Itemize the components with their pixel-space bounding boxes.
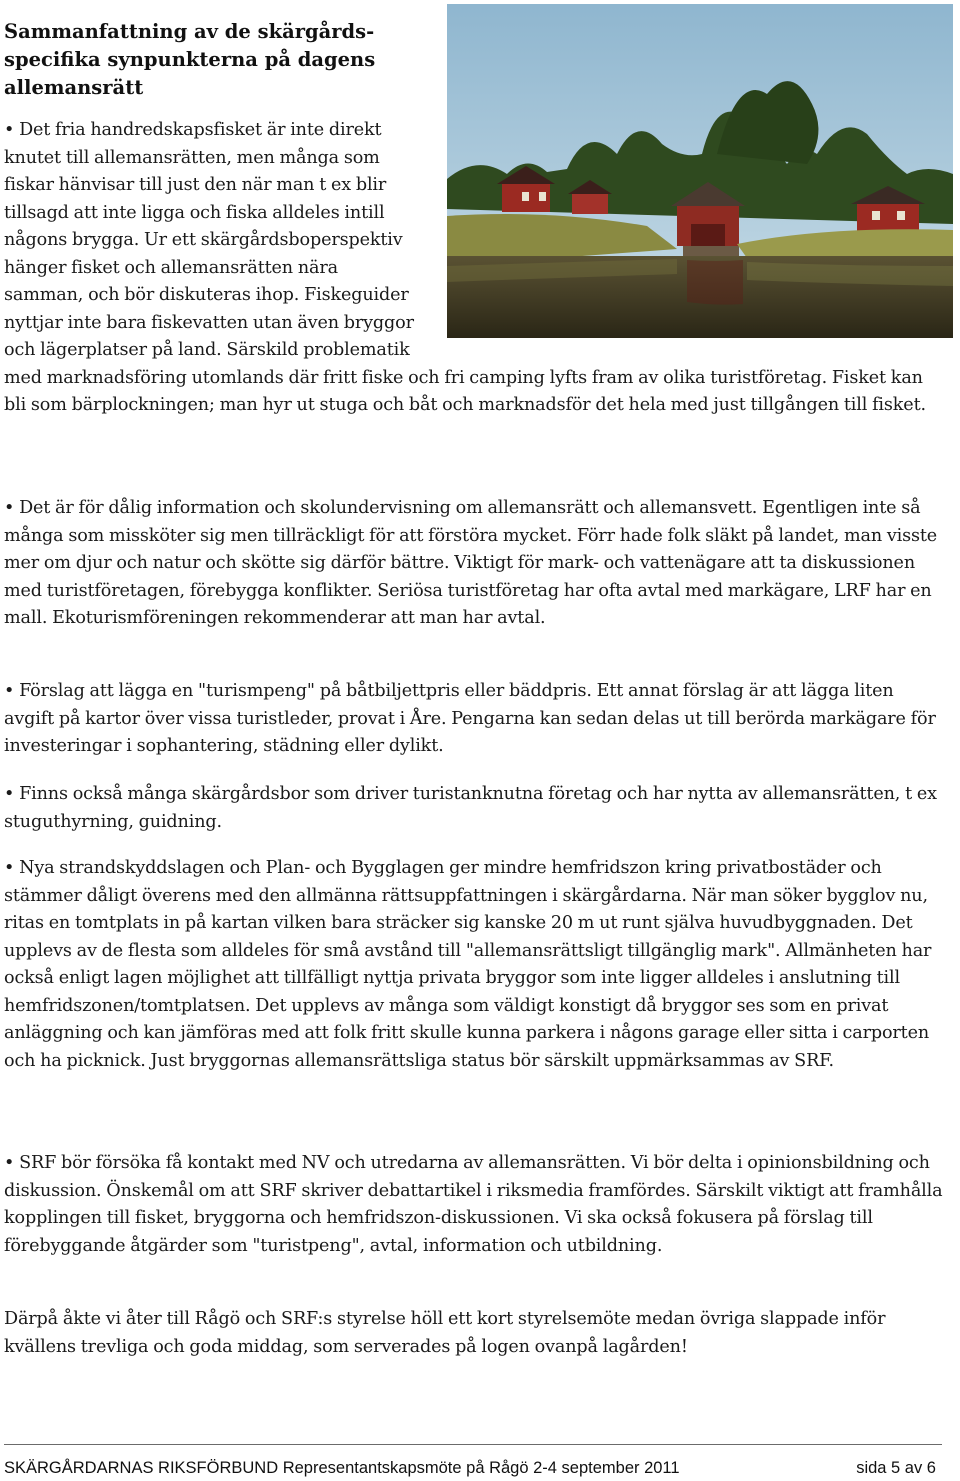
closing-paragraph: [4, 1306, 944, 1361]
paragraph-text: Det fria handredskapsfisket är inte direkt knutet till allemansrätten, men många som fiskar hänvisar till just den när man t ex blir tillsagd att inte ligga och fiska alldeles intill någons brygga. Ur ett skärgårdsboperspektiv hänger fisket och allemansrätten nära samman, och bör diskuteras ihop. Fiskeguider nyttjar inte bara fiskevatten utan även bryggor och lägerplatser på land. Särskild problematik med marknadsföring utomlands där fritt fiske och fri camping lyfts fram av olika turistföretag. Fisket kan bli som bärplockningen; man hyr ut stuga och båt och marknadsför det hela med just tillgången till fisket.: [4, 120, 926, 415]
paragraph-text: Därpå åkte vi åter till Rågö och SRF:s styrelse höll ett kort styrelsemöte medan övriga slappade inför kvällens trevliga och goda middag, som serverades på logen ovanpå lagården!: [4, 1309, 886, 1357]
footer-divider: [4, 1444, 942, 1445]
paragraph-text: SRF bör försöka få kontakt med NV och utredarna av allemansrätten. Vi bör delta i opinionsbildning och diskussion. Önskemål om att SRF skriver debattartikel i riksmedia framfördes. Särskilt viktigt att framhålla kopplingen till fisket, bryggorna och hemfridszon-diskussionen. Vi ska också fokusera på förslag till förebyggande åtgärder som "turistpeng", avtal, information och utbildning.: [4, 1153, 943, 1256]
bullet-icon: •: [4, 784, 15, 804]
list-item: [4, 678, 944, 761]
list-item: [4, 495, 944, 633]
paragraph-text: Nya strandskyddslagen och Plan- och Bygglagen ger mindre hemfridszon kring privatbostäder och stämmer dåligt överens med den allmänna rättsuppfattningen i skärgårdarna. När man söker bygglov nu, ritas en tomtplats in på kartan vilken bara sträcker sig kanske 20 m ut runt själva huvudbyggnaden. Det upplevs av de flesta som alldeles för små avstånd till "allemansrättsligt tillgänglig mark". Allmänheten har också enligt lagen möjlighet att tillfälligt nyttja privata bryggor som inte ligger alldeles i anslutning till hemfridszonen/tomtplatsen. Det upplevs av många som väldigt konstigt då bryggor ses som en privat anläggning och kan jämföras med att folk fritt skulle kunna parkera i någons garage eller sitta i carporten och ha picknick. Just bryggornas allemansrättsliga status bör särskilt uppmärksammas av SRF.: [4, 858, 932, 1071]
list-item: [4, 117, 944, 420]
footer-organization: SKÄRGÅRDARNAS RIKSFÖRBUND Representantskapsmöte på Rågö 2-4 september 2011: [4, 1459, 680, 1477]
list-item: [4, 1150, 944, 1260]
paragraph-text: Finns också många skärgårdsbor som driver turistanknutna företag och har nytta av allemansrätten, t ex stuguthyrning, guidning.: [4, 784, 937, 832]
page-number: sida 5 av 6: [856, 1459, 936, 1477]
photo-wrap-spacer: [422, 117, 944, 344]
bullet-icon: •: [4, 681, 15, 701]
bullet-icon: •: [4, 498, 15, 518]
page-heading: Sammanfattning av de skärgårds-specifika synpunkterna på dagens allemansrätt: [4, 20, 376, 99]
bullet-icon: •: [4, 858, 15, 878]
bullet-icon: •: [4, 120, 15, 140]
list-item: [4, 781, 944, 836]
paragraph-text: Det är för dålig information och skolundervisning om allemansrätt och allemansvett. Egentligen inte så många som missköter sig men tillräckligt för att förstöra mycket. Förr hade folk släkt på landet, man visste mer om djur och natur och skötte sig därför bättre. Viktigt för mark- och vattenägare att ta diskussionen med turistföretagen, förebygga konflikter. Seriösa turistföretag har ofta avtal med markägare, LRF har en mall. Ekoturismföreningen rekommenderar att man har avtal.: [4, 498, 938, 628]
paragraph-text: Förslag att lägga en "turismpeng" på båtbiljettpris eller bäddpris. Ett annat förslag är att lägga liten avgift på kartor över vissa turistleder, provat i Åre. Pengarna kan sedan delas ut till berörda markägare för investeringar i sophantering, städning eller dylikt.: [4, 681, 936, 756]
bullet-icon: •: [4, 1153, 15, 1173]
list-item: [4, 855, 944, 1075]
page-footer: [4, 1456, 936, 1480]
